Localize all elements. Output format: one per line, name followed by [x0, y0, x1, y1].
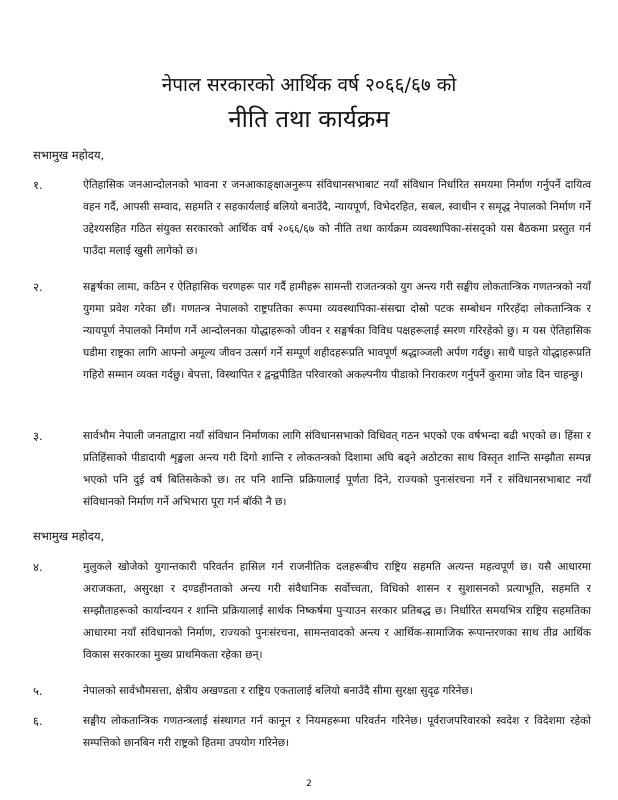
- paragraph-text: ऐतिहासिक जनआन्दोलनको भावना र जनआकाङ्क्षाअनुरूप संविधानसभाबाट नयाँ संविधान निर्धारित समयमा निर्माण गर्नुपर्ने दायित्व वहन गर्दै, आपसी सम्वाद, सहमति र सहकार्यलाई बलियो बनाउँदै, न्यायपूर्ण, विभेदरहित, सबल, स्वाधीन र समृद्ध नेपालको निर्माण गर्ने उद्देश्यसहित गठित संयुक्त सरकारको आर्थिक वर्ष २०६६/६७ को नीति तथा कार्यक्रम व्यवस्थापिका-संसद्को यस बैठकमा प्रस्तुत गर्न पाउँदा मलाई खुसी लागेको छ।: [83, 179, 591, 257]
- paragraph-item: [33, 174, 593, 262]
- salutation-repeat: सभामुख महोदय,: [33, 529, 105, 543]
- paragraph-number: ५.: [33, 684, 43, 698]
- paragraph-text: सङ्घीय लोकतान्त्रिक गणतन्त्रलाई संस्थागत गर्न कानून र नियमहरूमा परिवर्तन गरिनेछ। पूर्वराजपरिवारको स्वदेश र विदेशमा रहेको सम्पत्तिको छानबिन गरी राष्ट्रको हितमा उपयोग गरिनेछ।: [83, 715, 591, 749]
- paragraph-item: [33, 710, 593, 754]
- paragraph-item: [33, 680, 593, 702]
- page-number: 2: [306, 779, 312, 789]
- document-subtitle: नीति तथा कार्यक्रम: [228, 105, 390, 133]
- paragraph-item: [33, 276, 593, 386]
- paragraph-number: ४.: [33, 560, 43, 574]
- paragraph-text: मुलुकले खोजेको युगान्तकारी परिवर्तन हासिल गर्न राजनीतिक दलहरूबीच राष्ट्रिय सहमति अत्यन्त महत्वपूर्ण छ। यसै आधारमा अराजकता, असुरक्षा र दण्डहीनताको अन्त्य गरी संवैधानिक सर्वोच्चता, विधिको शासन र सुशासनको प्रत्याभूति, सहमति र सम्झौताहरूको कार्यान्वयन र शान्ति प्रक्रियालाई सार्थक निष्कर्षमा पुऱ्याउन सरकार प्रतिबद्ध छ। निर्धारित समयभित्र राष्ट्रिय सहमतिका आधारमा नयाँ संविधानको निर्माण, राज्यको पुनःसंरचना, सामन्तवादको अन्त्य र आर्थिक-सामाजिक रूपान्तरणका साथ तीव्र आर्थिक विकास सरकारका मुख्य प्राथमिकता रहेका छन्।: [83, 561, 591, 661]
- paragraph-text: सार्वभौम नेपाली जनताद्वारा नयाँ संविधान निर्माणका लागि संविधानसभाको विधिवत् गठन भएको एक वर्षभन्दा बढी भएको छ। हिंसा र प्रतिहिंसाको पीडादायी शृङ्खला अन्त्य गरी दिगो शान्ति र लोकतन्त्रको दिशामा अघि बढ्ने अठोटका साथ विस्तृत शान्ति सम्झौता सम्पन्न भएको पनि दुई वर्ष बितिसकेको छ। तर पनि शान्ति प्रक्रियालाई पूर्णता दिने, राज्यको पुनःसंरचना गर्ने र संविधानसभाबाट नयाँ संविधानको निर्माण गर्ने अभिभारा पूरा गर्न बाँकी नै छ।: [83, 430, 591, 508]
- paragraph-item: [33, 425, 593, 513]
- paragraph-item: [33, 556, 593, 666]
- paragraph-number: ६.: [33, 714, 43, 728]
- paragraph-number: १.: [33, 178, 43, 192]
- paragraph-number: २.: [33, 280, 43, 294]
- document-title: नेपाल सरकारको आर्थिक वर्ष २०६६/६७ को: [161, 74, 457, 96]
- paragraph-text: नेपालको सार्वभौमसत्ता, क्षेत्रीय अखण्डता र राष्ट्रिय एकतालाई बलियो बनाउँदै सीमा सुरक्षा सुदृढ गरिनेछ।: [83, 685, 473, 697]
- salutation: सभामुख महोदय,: [33, 148, 105, 162]
- paragraph-number: ३.: [33, 429, 43, 443]
- paragraph-text: सङ्घर्षका लामा, कठिन र ऐतिहासिक चरणहरू पार गर्दै हामीहरू सामन्ती राजतन्त्रको युग अन्त्य गरी सङ्घीय लोकतान्त्रिक गणतन्त्रको नयाँ युगमा प्रवेश गरेका छौं। गणतन्त्र नेपालको राष्ट्रपतिका रूपमा व्यवस्थापिका-संसद्मा दोस्रो पटक सम्बोधन गरिरहँदा लोकतान्त्रिक र न्यायपूर्ण नेपालको निर्माण गर्ने आन्दोलनका योद्धाहरूको जीवन र सङ्घर्षका विविध पक्षहरूलाई स्मरण गरिरहेको छु। म यस ऐतिहासिक घडीमा राष्ट्रका लागि आफ्नो अमूल्य जीवन उत्सर्ग गर्ने सम्पूर्ण शहीदहरूप्रति भावपूर्ण श्रद्धाञ्जली अर्पण गर्दछु। साथै घाइते योद्धाहरूप्रति गहिरो सम्मान व्यक्त गर्दछु। बेपत्ता, विस्थापित र द्वन्द्वपीडित परिवारको अकल्पनीय पीडाको निराकरण गर्नुपर्ने कुरामा जोड दिन चाहन्छु।: [83, 281, 591, 381]
